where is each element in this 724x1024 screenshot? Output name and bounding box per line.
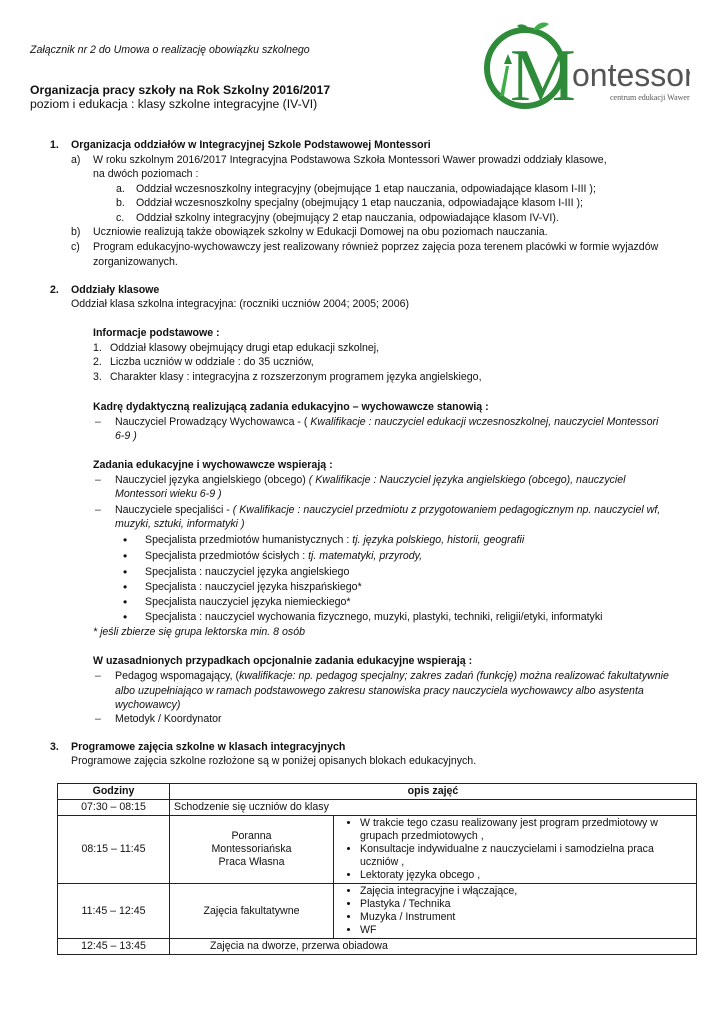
zadania-heading: Zadania edukacyjne i wychowawcze wspierają : xyxy=(93,459,333,471)
table-row xyxy=(58,800,697,816)
logo-word: ontessori xyxy=(572,57,690,93)
s1-a-line1: W roku szkolnym 2016/2017 Integracyjna Podstawowa Szkoła Montessori Wawer prowadzi oddziały klasowe, xyxy=(93,154,607,166)
optional-heading: W uzasadnionych przypadkach opcjonalnie zadania edukacyjne wspierają : xyxy=(93,655,473,667)
specialist-subjects: tj. języka polskiego, historii, geografii xyxy=(352,534,525,546)
s1-c-line2: zorganizowanych. xyxy=(93,256,178,268)
optional-item xyxy=(115,670,669,683)
specialist-subjects: tj. matematyki, przyrody, xyxy=(308,550,423,562)
time-cell: 08:15 – 11:45 xyxy=(58,816,170,884)
specialist-item xyxy=(145,550,422,563)
desc-cell: Schodzenie się uczniów do klasy xyxy=(170,800,697,816)
block-line: Montessoriańska xyxy=(211,843,292,855)
info-item: Oddział klasowy obejmujący drugi etap edukacji szkolnej, xyxy=(110,342,380,354)
table-header-row xyxy=(58,784,697,800)
zadania-item xyxy=(115,474,626,487)
table-row xyxy=(58,939,697,955)
header-description: opis zajęć xyxy=(170,784,697,800)
info-item: Liczba uczniów w oddziale : do 35 uczniów, xyxy=(110,356,314,368)
page-title: Organizacja pracy szkoły na Rok Szkolny 2016/2017 xyxy=(30,83,331,97)
list-item: • WF xyxy=(360,924,692,937)
annex-note: Załącznik nr 2 do Umowa o realizację obowiązku szkolnego xyxy=(30,44,310,56)
s1-b-text: Uczniowie realizują także obowiązek szkolny w Edukacji Domowej na obu poziomach nauczania. xyxy=(93,226,548,238)
s1-sub-label: c. xyxy=(116,212,125,224)
logo-graphic xyxy=(482,18,690,110)
block-line: Poranna xyxy=(231,830,272,842)
specialist-item: • Specjalista nauczyciel języka niemieckiego* xyxy=(145,596,351,609)
specialist-item xyxy=(145,534,524,547)
header-hours: Godziny xyxy=(58,784,170,800)
s1-sub-item: Oddział wczesnoszkolny specjalny (obejmujący 1 etap nauczania, odpowiadające klasom I-III ); xyxy=(136,197,583,209)
s1-a-label: a) xyxy=(71,154,81,166)
time-cell: 11:45 – 12:45 xyxy=(58,884,170,939)
specialist-role: Specjalista przedmiotów ścisłych : xyxy=(145,550,309,562)
specialist-item: • Specjalista : nauczyciel wychowania fizycznego, muzyki, plastyki, techniki, religii/etyki, informatyki xyxy=(145,611,602,624)
s2-intro: Oddział klasa szkolna integracyjna: (roczniki uczniów 2004; 2005; 2006) xyxy=(71,298,410,310)
optional-item: – Metodyk / Koordynator xyxy=(115,713,222,726)
kadra-qualifications: Kwalifikacje : nauczyciel edukacji wczesnoszkolnej, nauczyciel Montessori xyxy=(310,416,659,428)
specialist-item: • Specjalista : nauczyciel języka hiszpańskiego* xyxy=(145,581,362,594)
table-row xyxy=(58,884,697,939)
montessori-logo xyxy=(482,18,690,110)
block-cell xyxy=(170,816,334,884)
s1-c-line1: Program edukacyjno-wychowawczy jest realizowany również poprzez zajęcia poza terenem placówki w formie wyjazdów xyxy=(93,241,659,253)
kadra-item-cont: 6-9 ) xyxy=(115,430,137,442)
s1-b-label: b) xyxy=(71,226,81,238)
kadra-item xyxy=(115,416,658,429)
info-number: 3. xyxy=(93,371,102,383)
specialist-item: • Specjalista : nauczyciel języka angielskiego xyxy=(145,566,349,579)
logo-letter: M xyxy=(510,35,576,110)
list-item: • W trakcie tego czasu realizowany jest program przedmiotowy w grupach przedmiotowych , xyxy=(360,817,692,843)
optional-details: kwalifikacje: np. pedagog specjalny; zakres zadań (funkcję) można realizować fakultatywnie xyxy=(239,670,669,682)
footnote: * jeśli zbierze się grupa lektorska min. 8 osób xyxy=(93,626,305,638)
s1-sub-item: Oddział wczesnoszkolny integracyjny (obejmujące 1 etap nauczania, odpowiadające klasom I-III ); xyxy=(136,183,596,195)
list-item: • Lektoraty języka obcego , xyxy=(360,869,692,882)
info-item: Charakter klasy : integracyjna z rozszerzonym programem języka angielskiego, xyxy=(110,371,482,383)
section-1-heading: Organizacja oddziałów w Integracyjnej Szkole Podstawowej Montessori xyxy=(71,139,431,151)
section-2-number: 2. xyxy=(50,284,59,296)
time-cell: 12:45 – 13:45 xyxy=(58,939,170,955)
section-1-number: 1. xyxy=(50,139,59,151)
s1-sub-label: b. xyxy=(116,197,125,209)
zadania-qualifications: ( Kwalifikacje : nauczyciel przedmiotu z przygotowaniem pedagogicznym np. nauczyciel wf, xyxy=(232,504,661,516)
time-cell: 07:30 – 08:15 xyxy=(58,800,170,816)
s1-a-line2: na dwóch poziomach : xyxy=(93,168,199,180)
list-item: • Muzyka / Instrument xyxy=(360,911,692,924)
specialist-role: Specjalista przedmiotów humanistycznych : xyxy=(145,534,353,546)
zadania-role: Nauczyciel języka angielskiego (obcego) xyxy=(115,474,309,486)
list-item: • Konsultacje indywidualne z nauczycielami i samodzielna praca uczniów , xyxy=(360,843,692,869)
s3-intro: Programowe zajęcia szkolne rozłożone są w poniżej opisanych blokach edukacyjnych. xyxy=(71,755,477,767)
kadra-role: Nauczyciel Prowadzący Wychowawca - ( xyxy=(115,416,311,428)
items-cell xyxy=(334,884,697,939)
table-row xyxy=(58,816,697,884)
s1-sub-item: Oddział szkolny integracyjny (obejmujący 2 etap nauczania, odpowiadające klasom IV-VI). xyxy=(136,212,559,224)
zadania-item xyxy=(115,504,660,517)
page-subtitle: poziom i edukacja : klasy szkolne integracyjne (IV-VI) xyxy=(30,97,318,111)
kadra-heading: Kadrę dydaktyczną realizującą zadania edukacyjno – wychowawcze stanowią : xyxy=(93,401,489,413)
optional-item-cont: albo uzupełniająco w ramach podstawowego zakresu stanowiska pracy nauczyciela wychowawcy albo asystenta xyxy=(115,685,644,697)
list-item: • Plastyka / Technika xyxy=(360,898,692,911)
info-number: 2. xyxy=(93,356,102,368)
desc-cell: Zajęcia na dworze, przerwa obiadowa xyxy=(170,939,697,955)
info-number: 1. xyxy=(93,342,102,354)
block-line: Praca Własna xyxy=(218,856,285,868)
block-cell: Zajęcia fakultatywne xyxy=(170,884,334,939)
zadania-qualifications: ( Kwalifikacje : Nauczyciel języka angielskiego (obcego), nauczyciel xyxy=(308,474,626,486)
logo-tagline: centrum edukacji Wawer xyxy=(610,93,690,102)
zadania-item-cont: Montessori wieku 6-9 ) xyxy=(115,488,222,500)
zadania-role: Nauczyciele specjaliści - xyxy=(115,504,233,516)
schedule-table xyxy=(57,783,697,955)
optional-role: Pedagog wspomagający, ( xyxy=(115,670,240,682)
items-cell xyxy=(334,816,697,884)
section-3-heading: Programowe zajęcia szkolne w klasach integracyjnych xyxy=(71,741,346,753)
section-2-heading: Oddziały klasowe xyxy=(71,284,160,296)
section-3-number: 3. xyxy=(50,741,59,753)
info-heading: Informacje podstawowe : xyxy=(93,327,220,339)
zadania-item-cont: muzyki, sztuki, informatyki ) xyxy=(115,518,245,530)
s1-sub-label: a. xyxy=(116,183,125,195)
s1-c-label: c) xyxy=(71,241,80,253)
list-item: • Zajęcia integracyjne i włączające, xyxy=(360,885,692,898)
optional-item-cont: wychowawcy) xyxy=(115,699,181,711)
